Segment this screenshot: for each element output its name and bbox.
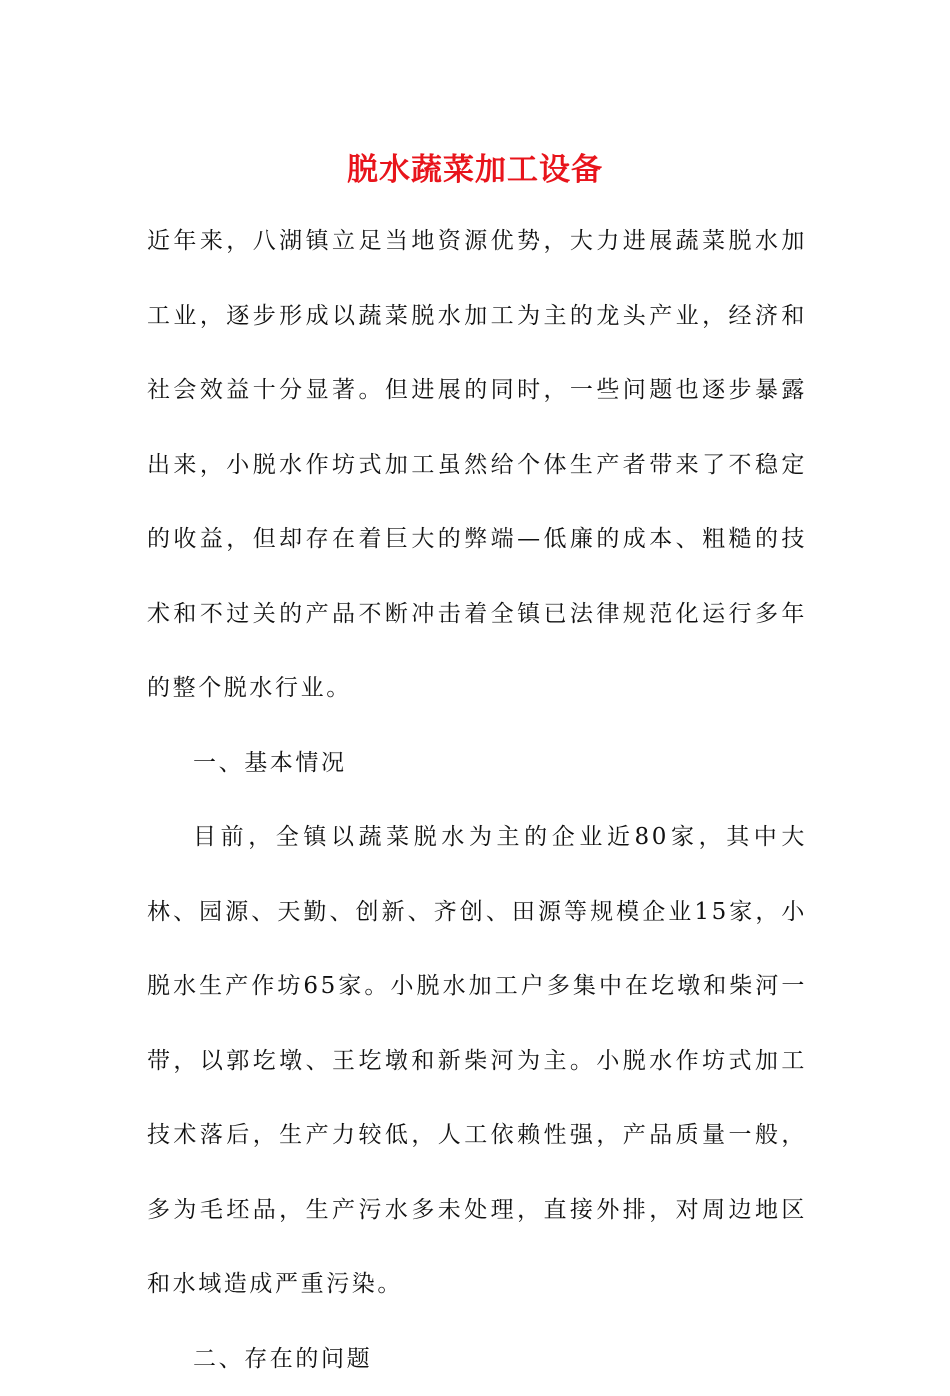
section-heading-basic-situation: 一、基本情况 — [147, 726, 807, 801]
paragraph-intro: 近年来，八湖镇立足当地资源优势，大力进展蔬菜脱水加工业，逐步形成以蔬菜脱水加工为主的龙头产业，经济和社会效益十分显著。但进展的同时，一些问题也逐步暴露出来，小脱水作坊式加工虽然给个体生产者带来了不稳定的收益，但却存在着巨大的弊端—低廉的成本、粗糙的技术和不过关的产品不断冲击着全镇已法律规范化运行多年的整个脱水行业。 — [147, 204, 807, 726]
paragraph-basic-situation: 目前，全镇以蔬菜脱水为主的企业近80家，其中大林、园源、天勤、创新、齐创、田源等规模企业15家，小脱水生产作坊65家。小脱水加工户多集中在圪墩和柴河一带，以郭圪墩、王圪墩和新柴河为主。小脱水作坊式加工技术落后，生产力较低，人工依赖性强，产品质量一般，多为毛坯品，生产污水多未处理，直接外排，对周边地区和水域造成严重污染。 — [147, 800, 807, 1322]
document-body — [147, 204, 807, 1396]
section-heading-problems: 二、存在的问题 — [147, 1322, 807, 1396]
document-title: 脱水蔬菜加工设备 — [0, 146, 950, 194]
